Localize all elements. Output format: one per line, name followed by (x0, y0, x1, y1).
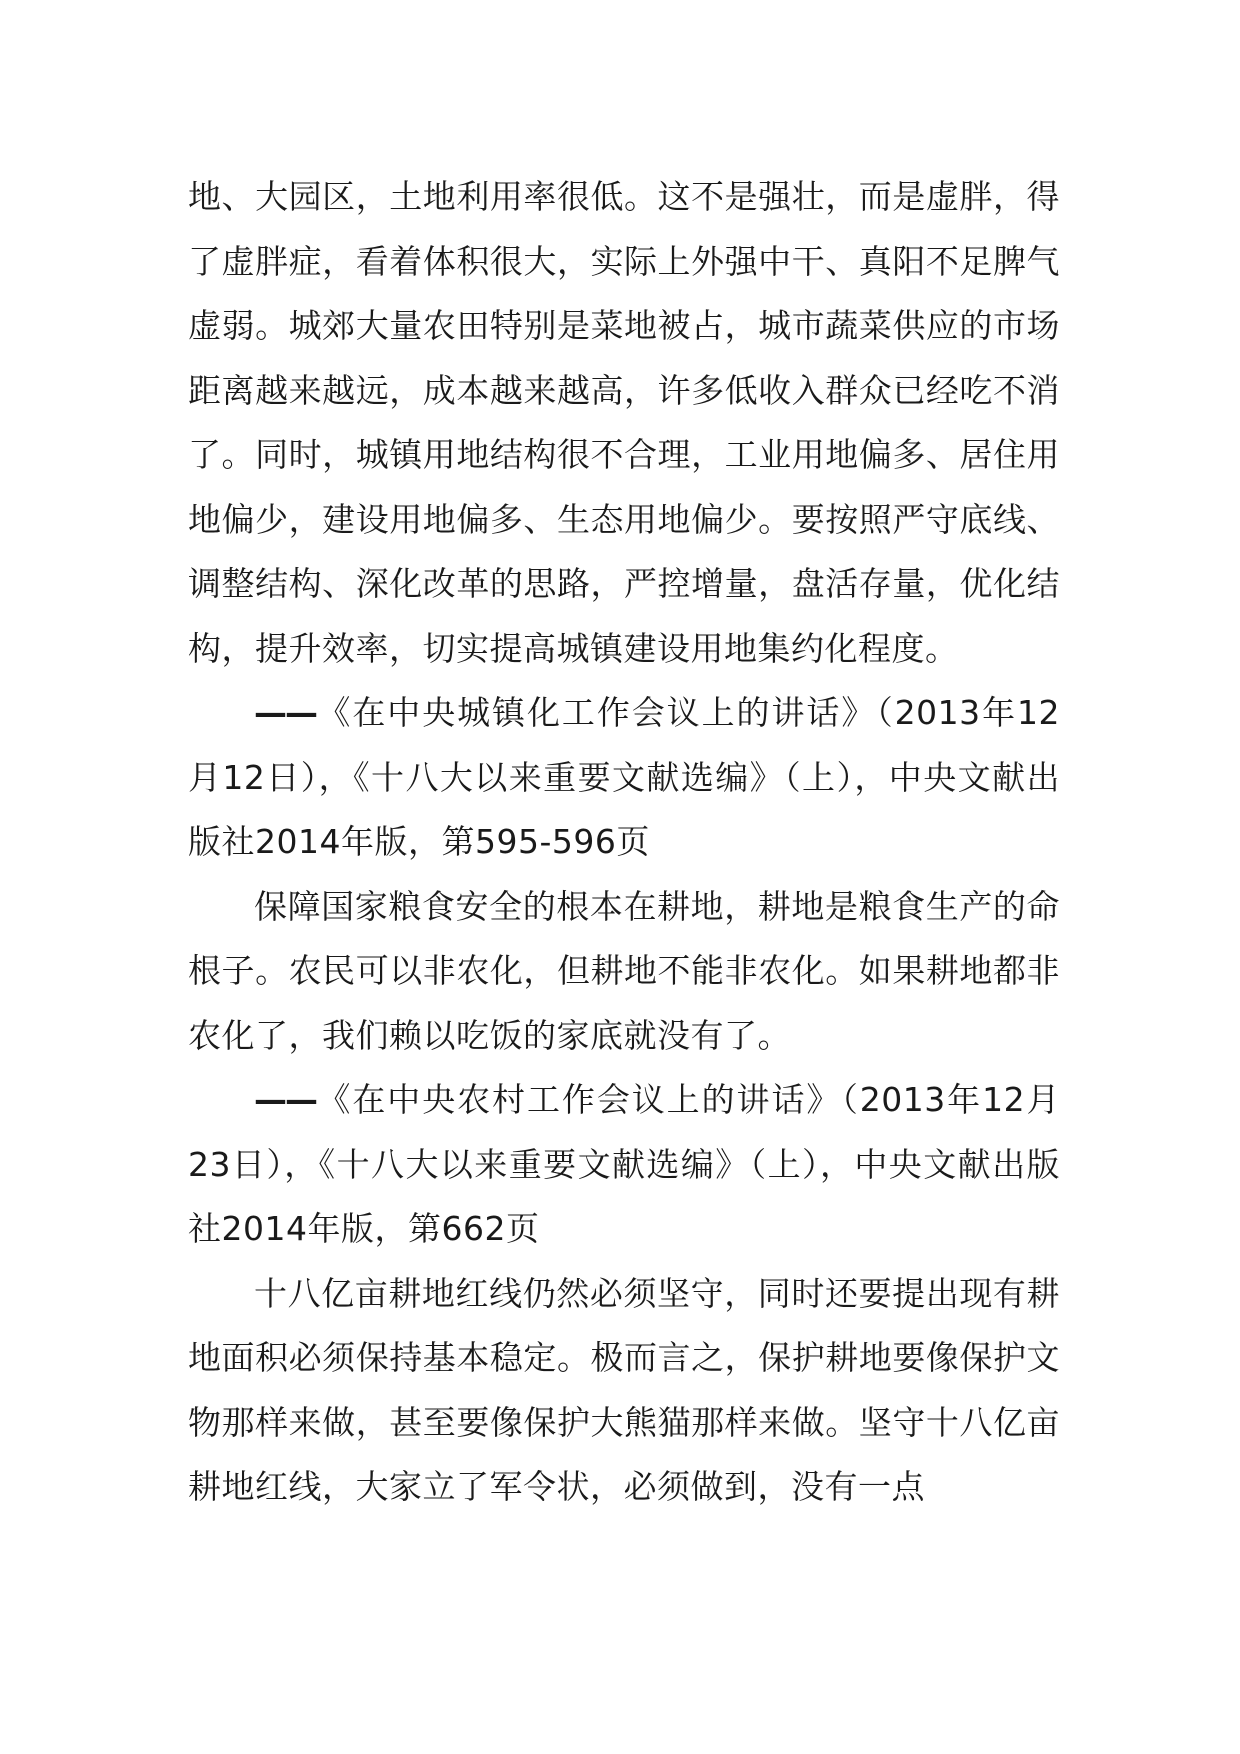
body-paragraph: 地、大园区，土地利用率很低。这不是强壮，而是虚胖，得了虚胖症，看着体积很大，实际上外强中干、真阳不足脾气虚弱。城郊大量农田特别是菜地被占，城市蔬菜供应的市场距离越来越远，成本越来越高，许多低收入群众已经吃不消了。同时，城镇用地结构很不合理，工业用地偏多、居住用地偏少，建设用地偏多、生态用地偏少。要按照严守底线、调整结构、深化改革的思路，严控增量，盘活存量，优化结构，提升效率，切实提高城镇建设用地集约化程度。 (188, 177, 1060, 668)
body-paragraph: 保障国家粮食安全的根本在耕地，耕地是粮食生产的命根子。农民可以非农化，但耕地不能非农化。如果耕地都非农化了，我们赖以吃饭的家底就没有了。 (188, 886, 1060, 1055)
citation-paragraph (188, 681, 1060, 875)
citation-text: 《在中央农村工作会议上的讲话》（2013年12月23日），《十八大以来重要文献选编》（上），中央文献出版社2014年版，第662页 (188, 1080, 1060, 1248)
citation-paragraph (188, 1068, 1060, 1262)
body-paragraph: 十八亿亩耕地红线仍然必须坚守，同时还要提出现有耕地面积必须保持基本稳定。极而言之，保护耕地要像保护文物那样来做，甚至要像保护大熊猫那样来做。坚守十八亿亩耕地红线，大家立了军令状，必须做到，没有一点 (188, 1273, 1060, 1506)
em-dash: —— (254, 1080, 316, 1119)
em-dash: —— (254, 693, 316, 732)
document-body (188, 165, 1060, 1520)
citation-text: 《在中央城镇化工作会议上的讲话》（2013年12月12日），《十八大以来重要文献选编》（上），中央文献出版社2014年版，第595-596页 (188, 693, 1060, 861)
